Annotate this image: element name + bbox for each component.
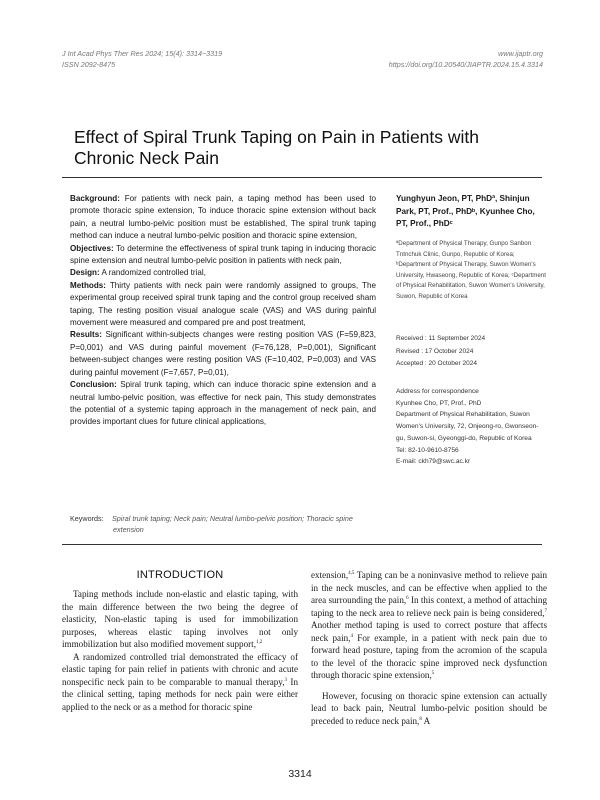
intro-paragraph-3	[311, 569, 547, 682]
conclusion-text: Spiral trunk taping, which can induce thoracic spine extension and a neutral lumbo-pelvic position, was effective for neck pain, This study demonstrates the potential of a systemic taping approach in the management of neck pain, and provides important clues for future clinical applications,	[70, 380, 376, 427]
correspondence-name: Kyunhee Cho, PT, Prof., PhD	[396, 399, 482, 407]
top-divider	[62, 177, 542, 178]
abstract-methods	[70, 280, 376, 330]
abstract-background	[70, 193, 376, 243]
journal-header-left	[62, 48, 222, 70]
intro-column-left	[62, 588, 298, 713]
methods-label: Methods:	[70, 280, 106, 290]
citation-ref: 4,5	[348, 570, 355, 576]
intro-column-right	[311, 569, 547, 728]
intro-paragraph-4	[311, 690, 547, 728]
citation-ref: 6	[406, 596, 409, 602]
bottom-divider	[62, 544, 542, 545]
journal-issn: ISSN 2092-8475	[62, 60, 116, 69]
intro-p2-text-cont: In the clinical setting, taping methods for neck pain were either applied to the neck or as a method for thoracic spine	[62, 676, 298, 712]
background-label: Background:	[70, 194, 120, 203]
keywords-line-2: extension	[113, 525, 144, 534]
intro-p2-text: A randomized controlled trial demonstrated the efficacy of elastic taping for pain relief in patients with chronic and acute nonspecific neck pain to be comparable to manual therapy,	[62, 651, 298, 687]
conclusion-label: Conclusion:	[70, 380, 117, 390]
citation-ref: 7	[544, 608, 547, 614]
received-date: Received : 11 September 2024	[396, 335, 486, 342]
abstract-objectives	[70, 243, 376, 268]
correspondence-address: Department of Physical Rehabilitation, Suwon Women's University, 72, Onjeong-ro, Gwonseon-gu, Suwon-si, Gyeonggi-do, Republic of Korea	[396, 411, 539, 442]
design-label: Design:	[70, 268, 100, 278]
abstract-design	[70, 267, 376, 279]
correspondence-heading: Address for correspondence	[396, 388, 479, 395]
design-text: A randomized controlled trial,	[99, 268, 206, 278]
affiliation-a: ªDepartment of Physical Therapy, Gunpo Sanbon Tntnchuk Clinic, Gunpo, Republic of Korea;	[396, 240, 532, 258]
doi-link[interactable]: https://doi.org/10.20540/JIAPTR.2024.15.4.3314	[388, 60, 543, 69]
results-label: Results:	[70, 330, 102, 340]
page-number: 3314	[288, 768, 312, 780]
correspondence-email[interactable]: E-mail: ckh79@swc.ac.kr	[396, 458, 471, 466]
keywords	[70, 513, 400, 535]
intro-p4-text-cont: A	[421, 716, 431, 727]
intro-p3-text-b: Taping can be a noninvasive method to relieve pain in the neck muscles, and can be effective when applied to the area surrounding the pain,	[311, 570, 547, 606]
abstract-conclusion	[70, 379, 376, 429]
introduction-heading: INTRODUCTION	[136, 569, 224, 581]
intro-p3-text-c: In this context, a method of attaching taping to the neck area to relieve neck pain is being considered,	[311, 595, 548, 618]
citation-ref: 8	[419, 716, 422, 722]
article-dates	[396, 333, 546, 371]
intro-p3-text-a: extension,	[311, 570, 349, 580]
citation-ref: 4	[350, 633, 353, 639]
intro-p3-text-e: For example, in a patient with neck pain due to forward head posture, taping from the acromion of the scapula to the level of the thoracic spine improved neck dysfunction through thoracic spine extension,	[311, 632, 547, 681]
revised-date: Revised : 17 October 2024	[396, 347, 474, 355]
keywords-line-1	[70, 513, 400, 524]
correspondence-tel: Tel: 82-10-9610-8756	[396, 446, 459, 454]
journal-citation: J Int Acad Phys Ther Res 2024; 15(4): 3314~3319	[62, 49, 223, 58]
affiliation-bc: ᵇDepartment of Physical Therapy, Suwon Women's University, Hwaseong, Republic of Korea; ᶜDepartment of Physical Rehabilitation, Suwon Women's University, Suwon, Republic of Korea	[396, 261, 546, 300]
methods-text: Thirty patients with neck pain were randomly assigned to groups, The experimental group received spiral trunk taping and the control group received sham taping, The resting position visual analogue scale (VAS) and VAS during painful movement were measured and compared pre and post treatment,	[70, 280, 376, 328]
article-title: Effect of Spiral Trunk Taping on Pain in Patients with Chronic Neck Pain	[74, 126, 480, 168]
journal-header-right	[389, 48, 543, 70]
objectives-label: Objectives:	[70, 243, 114, 253]
citation-ref: 1,2	[255, 640, 263, 646]
intro-paragraph-2	[62, 651, 298, 714]
affiliations	[396, 239, 546, 303]
citation-ref: 3	[284, 677, 288, 683]
intro-p4-text: However, focusing on thoracic spine extension can actually lead to back pain, Neutral lumbo-pelvic position should be preceded to reduce neck pain,	[311, 690, 547, 727]
author-list: Yunghyun Jeon, PT, PhDª, Shinjun Park, PT, Prof., PhDᵇ, Kyunhee Cho, PT, Prof., PhDᶜ	[396, 194, 535, 229]
abstract-results	[70, 329, 376, 379]
background-text: For patients with neck pain, a taping method has been used to promote thoracic spine extension, To induce thoracic spine extension without back pain, a neutral lumbo-pelvic position must be established, The spiral trunk taping method can induce a neutral lumbo-pelvic position and thoracic spine extension,	[70, 194, 376, 241]
accepted-date: Accepted : 20 October 2024	[396, 360, 477, 367]
correspondence-block	[396, 386, 546, 468]
objectives-text: To determine the effectiveness of spiral trunk taping in inducing thoracic spine extension and neutral lumbo-pelvic position in patients with neck pain,	[70, 243, 376, 266]
intro-paragraph-1	[62, 588, 298, 651]
keywords-label: Keywords:	[70, 514, 104, 523]
intro-p1-text: Taping methods include non-elastic and elastic taping, with the main difference between the two being the degree of elasticity, Non-elastic taping is used for immobilization purposes, whereas elastic taping involves not only immobilization but also modified movement support,	[62, 589, 298, 650]
results-text: Significant within-subjects changes were resting position VAS (F=59,823, P=0,001) and VAS during painful movement (F=76,128, P=0,001), Significant between-subject changes were resting position VAS (F=10,402, P=0,003) and VAS during painful movement (F=7,657, P=0,01),	[70, 330, 376, 377]
citation-ref: 5	[431, 671, 435, 677]
keywords-text: Spiral trunk taping; Neck pain; Neutral lumbo-pelvic position; Thoracic spine	[112, 514, 353, 523]
journal-site-link[interactable]: www.ijaptr.org	[498, 49, 543, 58]
intro-p3-text-d: Another method taping is used to correct posture that affects neck pain,	[311, 620, 547, 643]
abstract	[70, 193, 376, 429]
